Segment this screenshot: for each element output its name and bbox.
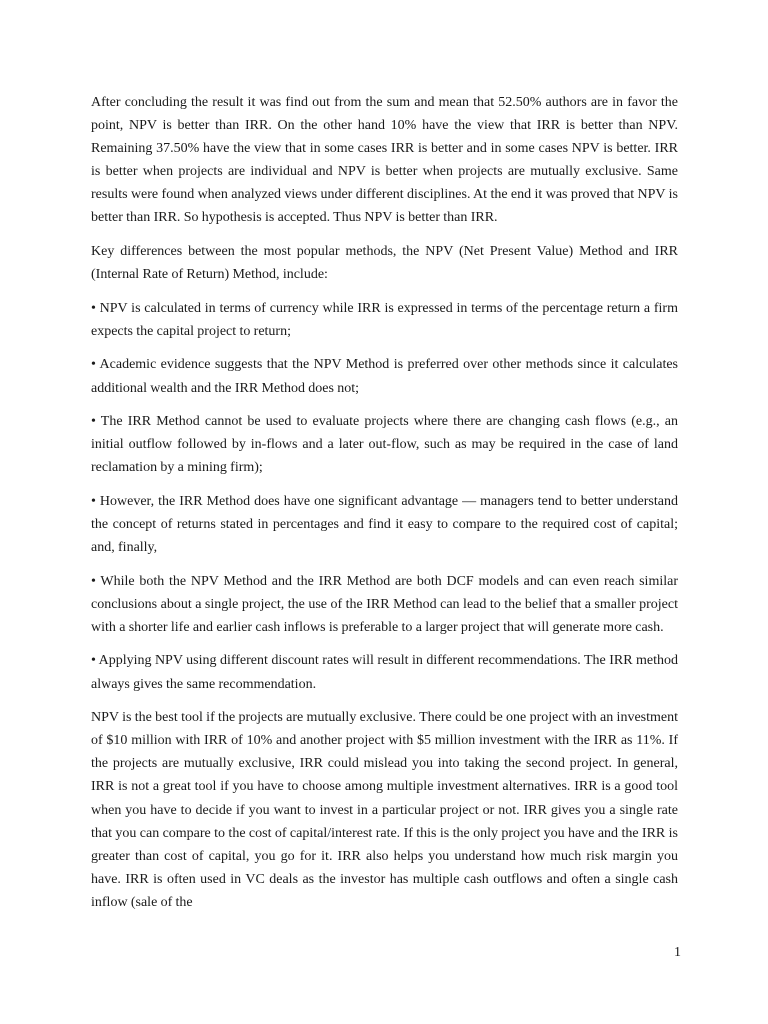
bullet-discount-rates: • Applying NPV using different discount rates will result in different recommendations. The IRR method always gives the same recommendation.: [91, 653, 678, 692]
bullet-currency-vs-percentage: • NPV is calculated in terms of currency while IRR is expressed in terms of the percentage return a firm expects the capital project to return;: [91, 300, 678, 339]
document-body: [91, 91, 678, 925]
npv-best-tool-paragraph: NPV is the best tool if the projects are mutually exclusive. There could be one project with an investment of $10 million with IRR of 10% and another project with $5 million investment with the IRR as 11%. If the projects are mutually exclusive, IRR could mislead you into taking the second project. In general, IRR is not a great tool if you have to choose among multiple investment alternatives. IRR is a good tool when you have to decide if you want to invest in a particular project or not. IRR gives you a single rate that you can compare to the cost of capital/interest rate. If this is the only project you have and the IRR is greater than cost of capital, you go for it. IRR also helps you understand how much risk margin you have. IRR is often used in VC deals as the investor has multiple cash outflows and often a single cash inflow (sale of the: [91, 710, 678, 910]
key-differences-intro: Key differences between the most popular methods, the NPV (Net Present Value) Method and IRR (Internal Rate of Return) Method, include:: [91, 244, 678, 283]
bullet-dcf-models: • While both the NPV Method and the IRR Method are both DCF models and can even reach similar conclusions about a single project, the use of the IRR Method can lead to the belief that a smaller project with a shorter life and earlier cash inflows is preferable to a larger project that will generate more cash.: [91, 573, 678, 635]
bullet-irr-advantage: • However, the IRR Method does have one significant advantage — managers tend to better understand the concept of returns stated in percentages and find it easy to compare to the required cost of capital; and, finally,: [91, 493, 678, 556]
bullet-academic-evidence: • Academic evidence suggests that the NPV Method is preferred over other methods since it calculates additional wealth and the IRR Method does not;: [91, 357, 678, 396]
bullet-changing-cash-flows: • The IRR Method cannot be used to evaluate projects where there are changing cash flows (e.g., an initial outflow followed by in-flows and a later out-flow, such as may be required in the case of land reclamation by a mining firm);: [91, 414, 678, 476]
conclusion-paragraph: After concluding the result it was find out from the sum and mean that 52.50% authors are in favor the point, NPV is better than IRR. On the other hand 10% have the view that IRR is better than NPV. Remaining 37.50% have the view that in some cases IRR is better and in some cases NPV is better. IRR is better when projects are individual and NPV is better when projects are mutually exclusive. Same results were found when analyzed views under different disciplines. At the end it was proved that NPV is better than IRR. So hypothesis is accepted. Thus NPV is better than IRR.: [91, 95, 678, 226]
page-number: 1: [674, 945, 681, 960]
